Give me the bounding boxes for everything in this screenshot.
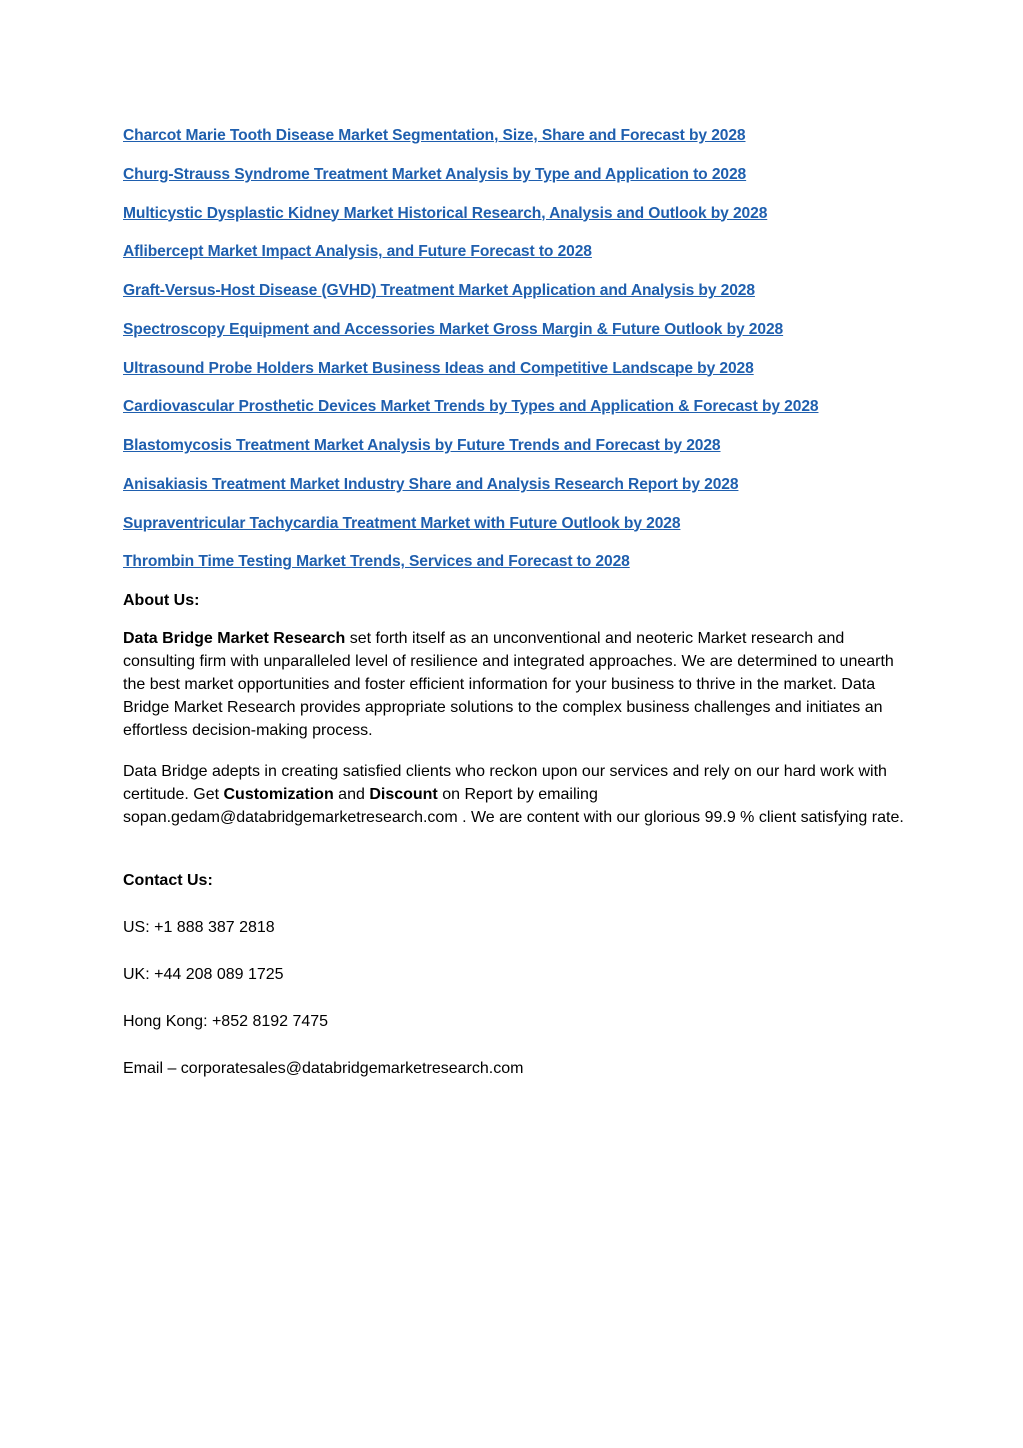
list-item xyxy=(123,550,913,589)
clients-paragraph xyxy=(123,760,913,829)
list-item xyxy=(123,318,913,357)
list-item xyxy=(123,512,913,551)
report-link[interactable]: Cardiovascular Prosthetic Devices Market Trends by Types and Application & Forecast by 2028 xyxy=(123,398,819,416)
report-link[interactable]: Churg-Strauss Syndrome Treatment Market Analysis by Type and Application to 2028 xyxy=(123,165,747,183)
report-link[interactable]: Charcot Marie Tooth Disease Market Segmentation, Size, Share and Forecast by 2028 xyxy=(123,127,746,144)
contact-us-phone: US: +1 888 387 2818 xyxy=(123,919,275,936)
contact-uk-phone: UK: +44 208 089 1725 xyxy=(123,966,284,983)
related-reports-list xyxy=(123,124,913,589)
about-paragraph xyxy=(123,627,913,742)
report-link[interactable]: Blastomycosis Treatment Market Analysis by Future Trends and Forecast by 2028 xyxy=(123,437,721,454)
customization-label: Customization xyxy=(223,786,334,803)
report-link[interactable]: Ultrasound Probe Holders Market Business Ideas and Competitive Landscape by 2028 xyxy=(123,359,754,377)
about-paragraph-text: set forth itself as an unconventional and neoteric Market research and consulting firm with unparalleled level of resilience and integrated approaches. We are determined to unearth the best market opportunities and foster efficient information for your business to thrive in the market. Data Bridge Market Research provides appropriate solutions to the complex business challenges and initiates an effortless decision-making process. xyxy=(123,630,894,739)
and-text: and xyxy=(333,786,370,803)
list-item xyxy=(123,357,913,396)
list-item xyxy=(123,163,913,202)
report-link[interactable]: Graft-Versus-Host Disease (GVHD) Treatment Market Application and Analysis by 2028 xyxy=(123,282,755,299)
report-link[interactable]: Supraventricular Tachycardia Treatment Market with Future Outlook by 2028 xyxy=(123,514,681,532)
contact-heading: Contact Us: xyxy=(123,872,213,889)
clients-paragraph-text: Data Bridge adepts in creating satisfied clients who reckon upon our services and rely on our hard work with certitude. Get xyxy=(123,763,887,803)
contact-email: Email – corporatesales@databridgemarketresearch.com xyxy=(123,1060,524,1077)
contact-hong-kong-phone: Hong Kong: +852 8192 7475 xyxy=(123,1013,329,1030)
list-item xyxy=(123,240,913,279)
list-item xyxy=(123,395,913,434)
report-link[interactable]: Aflibercept Market Impact Analysis, and Future Forecast to 2028 xyxy=(123,243,592,261)
report-link[interactable]: Thrombin Time Testing Market Trends, Services and Forecast to 2028 xyxy=(123,553,630,571)
report-link[interactable]: Multicystic Dysplastic Kidney Market Historical Research, Analysis and Outlook by 2028 xyxy=(123,204,768,222)
about-heading: About Us: xyxy=(123,592,200,609)
discount-label: Discount xyxy=(369,786,438,803)
list-item xyxy=(123,473,913,512)
report-link[interactable]: Anisakiasis Treatment Market Industry Share and Analysis Research Report by 2028 xyxy=(123,475,739,493)
list-item xyxy=(123,124,913,163)
list-item xyxy=(123,279,913,318)
clients-paragraph-tail: on Report by emailing sopan.gedam@databridgemarketresearch.com . We are content with our glorious 99.9 % client satisfying rate. xyxy=(123,786,904,826)
company-name: Data Bridge Market Research xyxy=(123,630,346,647)
report-link[interactable]: Spectroscopy Equipment and Accessories Market Gross Margin & Future Outlook by 2028 xyxy=(123,320,784,338)
list-item xyxy=(123,434,913,473)
list-item xyxy=(123,202,913,241)
